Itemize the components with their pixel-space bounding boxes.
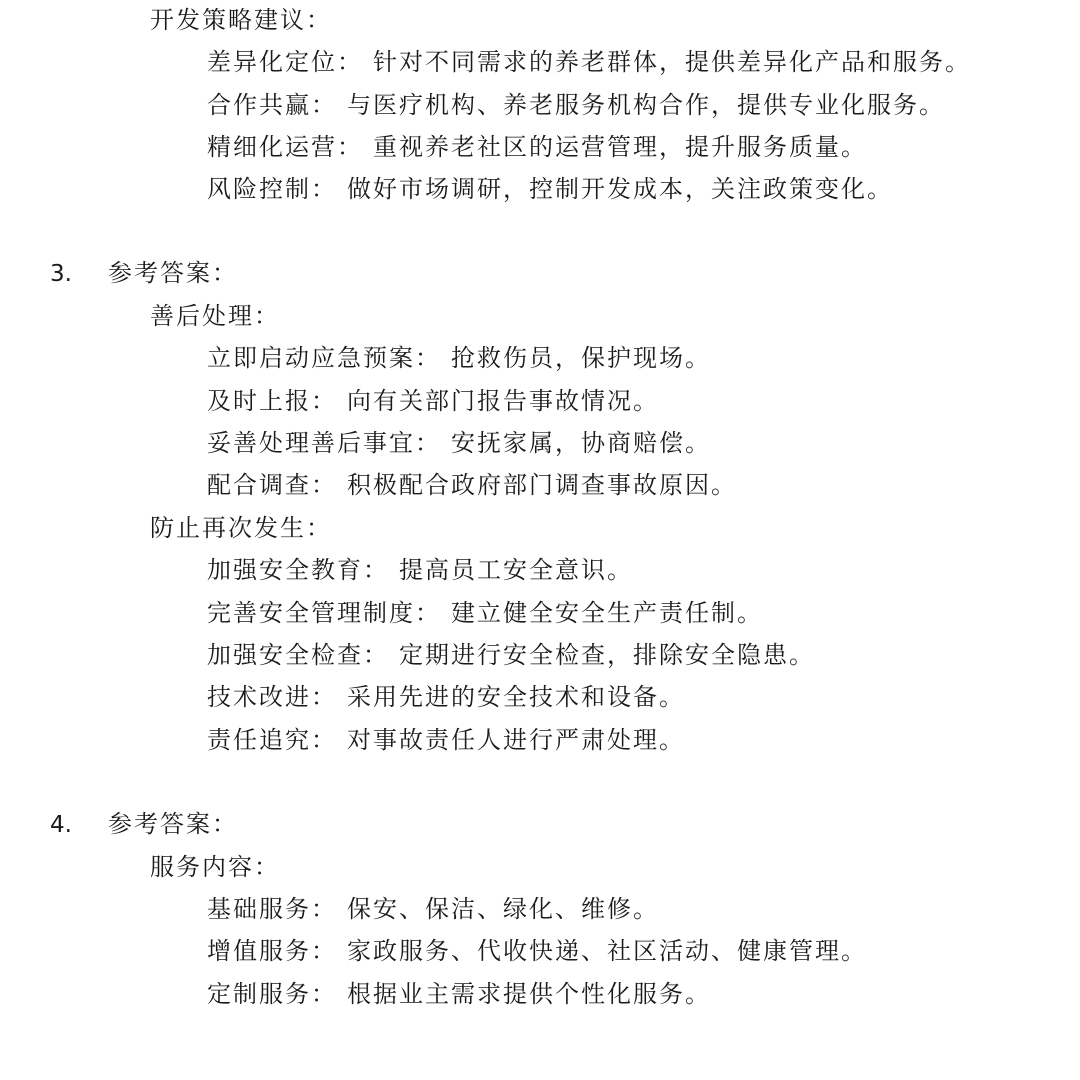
answer-item (207, 386, 659, 416)
item-label: 增值服务： (207, 937, 337, 965)
item-label: 定制服务： (207, 980, 337, 1008)
item-text: 采用先进的安全技术和设备。 (347, 683, 685, 711)
item-label: 基础服务： (207, 895, 337, 923)
answer-item (207, 936, 867, 966)
item-label: 配合调查： (207, 471, 337, 499)
item-text: 积极配合政府部门调查事故原因。 (347, 471, 737, 499)
section-number: 3. (50, 261, 72, 287)
section-4-title: 参考答案： (108, 810, 238, 838)
item-text: 保安、保洁、绿化、维修。 (347, 895, 659, 923)
strategy-item (207, 47, 971, 77)
group-heading: 服务内容： (150, 853, 280, 881)
item-text: 安抚家属，协商赔偿。 (451, 429, 711, 457)
item-text: 与医疗机构、养老服务机构合作，提供专业化服务。 (347, 91, 945, 119)
item-label: 差异化定位： (207, 48, 363, 76)
item-text: 重视养老社区的运营管理，提升服务质量。 (373, 133, 867, 161)
item-text: 向有关部门报告事故情况。 (347, 387, 659, 415)
section-4-header (50, 809, 72, 840)
answer-item (207, 894, 659, 924)
item-label: 及时上报： (207, 387, 337, 415)
answer-item (207, 979, 711, 1009)
item-label: 加强安全教育： (207, 556, 389, 584)
item-label: 风险控制： (207, 175, 337, 203)
item-label: 加强安全检查： (207, 641, 389, 669)
answer-item (207, 725, 685, 755)
answer-item (207, 598, 763, 628)
item-text: 做好市场调研，控制开发成本，关注政策变化。 (347, 175, 893, 203)
strategy-item (207, 174, 893, 204)
item-label: 责任追究： (207, 726, 337, 754)
item-label: 完善安全管理制度： (207, 599, 441, 627)
item-label: 妥善处理善后事宜： (207, 429, 441, 457)
section-3-title: 参考答案： (108, 259, 238, 287)
group-heading: 善后处理： (150, 302, 280, 330)
strategy-item (207, 132, 867, 162)
item-text: 定期进行安全检查，排除安全隐患。 (399, 641, 815, 669)
item-label: 立即启动应急预案： (207, 344, 441, 372)
strategy-heading: 开发策略建议： (150, 6, 332, 34)
item-text: 根据业主需求提供个性化服务。 (347, 980, 711, 1008)
item-text: 家政服务、代收快递、社区活动、健康管理。 (347, 937, 867, 965)
section-3-header (50, 258, 72, 289)
answer-item (207, 555, 633, 585)
answer-item (207, 343, 711, 373)
item-text: 抢救伤员，保护现场。 (451, 344, 711, 372)
section-number: 4. (50, 812, 72, 838)
answer-item (207, 682, 685, 712)
item-text: 建立健全安全生产责任制。 (451, 599, 763, 627)
item-label: 合作共赢： (207, 91, 337, 119)
item-label: 技术改进： (207, 683, 337, 711)
answer-item (207, 428, 711, 458)
answer-item (207, 640, 815, 670)
strategy-item (207, 90, 945, 120)
answer-item (207, 470, 737, 500)
item-label: 精细化运营： (207, 133, 363, 161)
item-text: 提高员工安全意识。 (399, 556, 633, 584)
item-text: 针对不同需求的养老群体，提供差异化产品和服务。 (373, 48, 971, 76)
item-text: 对事故责任人进行严肃处理。 (347, 726, 685, 754)
group-heading: 防止再次发生： (150, 514, 332, 542)
